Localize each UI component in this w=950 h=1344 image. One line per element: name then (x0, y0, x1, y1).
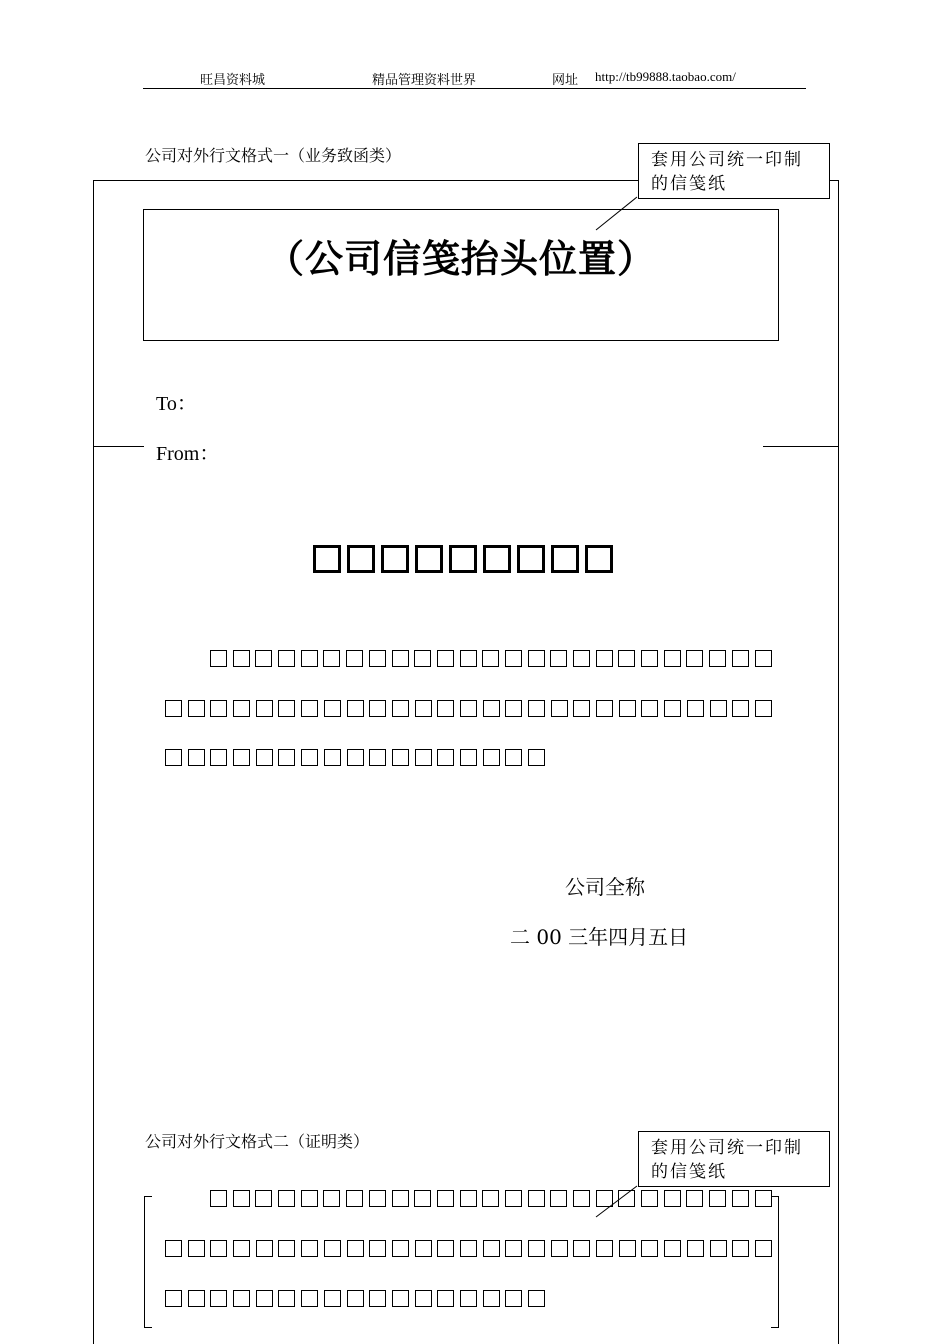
placeholder-glyph-box (301, 1290, 318, 1307)
format1-fold-mark-left (93, 446, 144, 447)
placeholder-glyph-box (210, 1190, 227, 1207)
placeholder-glyph-box (323, 650, 340, 667)
placeholder-glyph-box (278, 1240, 295, 1257)
placeholder-glyph-box (369, 1290, 386, 1307)
format2-callout-line1: 套用公司统一印制 (651, 1138, 803, 1158)
header-url-label: 网址 (552, 73, 579, 88)
placeholder-glyph-box (188, 1290, 205, 1307)
placeholder-glyph-box (449, 545, 477, 573)
placeholder-glyph-box (460, 1240, 477, 1257)
format1-frame-right (838, 180, 839, 1344)
placeholder-glyph-box (483, 1240, 500, 1257)
placeholder-glyph-box (528, 1290, 545, 1307)
format1-callout-line2: 的信笺纸 (651, 174, 727, 194)
header-site-name: 旺昌资料城 (200, 73, 266, 88)
format1-body-line-1 (210, 650, 777, 669)
format2-body-line-2 (165, 1240, 778, 1259)
placeholder-glyph-box (233, 749, 250, 766)
placeholder-glyph-box (505, 1190, 522, 1207)
placeholder-glyph-box (324, 1290, 341, 1307)
placeholder-glyph-box (618, 1190, 635, 1207)
header-url[interactable]: http://tb99888.taobao.com/ (595, 69, 736, 84)
header-tagline: 精品管理资料世界 (372, 73, 477, 88)
placeholder-glyph-box (233, 700, 250, 717)
placeholder-glyph-box (437, 1290, 454, 1307)
format1-frame-left (93, 180, 94, 1344)
letterhead-text: （公司信笺抬头位置） (265, 236, 656, 281)
placeholder-glyph-box (755, 1240, 772, 1257)
placeholder-glyph-box (323, 1190, 340, 1207)
placeholder-glyph-box (233, 650, 250, 667)
placeholder-glyph-box (301, 749, 318, 766)
placeholder-glyph-box (415, 700, 432, 717)
placeholder-glyph-box (709, 650, 726, 667)
placeholder-glyph-box (188, 1240, 205, 1257)
placeholder-glyph-box (528, 1190, 545, 1207)
placeholder-glyph-box (346, 650, 363, 667)
placeholder-glyph-box (596, 1240, 613, 1257)
placeholder-glyph-box (528, 650, 545, 667)
placeholder-glyph-box (392, 1240, 409, 1257)
placeholder-glyph-box (392, 700, 409, 717)
placeholder-glyph-box (392, 749, 409, 766)
placeholder-glyph-box (415, 545, 443, 573)
format1-title: 公司对外行文格式一（业务致函类） (145, 146, 402, 165)
placeholder-glyph-box (210, 700, 227, 717)
placeholder-glyph-box (165, 700, 182, 717)
placeholder-glyph-box (255, 650, 272, 667)
placeholder-glyph-box (551, 700, 568, 717)
placeholder-glyph-box (460, 1290, 477, 1307)
format1-body-line-2 (165, 700, 778, 719)
placeholder-glyph-box (313, 545, 341, 573)
placeholder-glyph-box (165, 749, 182, 766)
document-title-placeholder (313, 545, 619, 573)
placeholder-glyph-box (641, 700, 658, 717)
header-divider (143, 88, 806, 89)
letterhead-placeholder (143, 209, 779, 341)
placeholder-glyph-box (619, 700, 636, 717)
placeholder-glyph-box (347, 545, 375, 573)
placeholder-glyph-box (233, 1190, 250, 1207)
placeholder-glyph-box (188, 700, 205, 717)
placeholder-glyph-box (369, 1190, 386, 1207)
placeholder-glyph-box (210, 749, 227, 766)
format2-title: 公司对外行文格式二（证明类） (145, 1132, 370, 1151)
placeholder-glyph-box (460, 650, 477, 667)
placeholder-glyph-box (664, 650, 681, 667)
placeholder-glyph-box (301, 650, 318, 667)
document-date: 二 00 三年四月五日 (510, 925, 689, 949)
placeholder-glyph-box (551, 1240, 568, 1257)
placeholder-glyph-box (188, 749, 205, 766)
placeholder-glyph-box (381, 545, 409, 573)
placeholder-glyph-box (165, 1290, 182, 1307)
placeholder-glyph-box (460, 749, 477, 766)
placeholder-glyph-box (324, 700, 341, 717)
to-label: To： (156, 393, 197, 415)
placeholder-glyph-box (392, 1290, 409, 1307)
placeholder-glyph-box (573, 700, 590, 717)
format1-fold-mark-right (763, 446, 839, 447)
placeholder-glyph-box (550, 1190, 567, 1207)
placeholder-glyph-box (210, 650, 227, 667)
placeholder-glyph-box (278, 700, 295, 717)
placeholder-glyph-box (347, 1240, 364, 1257)
placeholder-glyph-box (256, 1240, 273, 1257)
placeholder-glyph-box (664, 700, 681, 717)
placeholder-glyph-box (347, 1290, 364, 1307)
placeholder-glyph-box (482, 650, 499, 667)
placeholder-glyph-box (505, 650, 522, 667)
placeholder-glyph-box (437, 1190, 454, 1207)
placeholder-glyph-box (709, 1190, 726, 1207)
format2-body-line-1 (210, 1190, 777, 1209)
format2-callout (638, 1131, 830, 1187)
placeholder-glyph-box (324, 749, 341, 766)
placeholder-glyph-box (732, 1240, 749, 1257)
placeholder-glyph-box (392, 650, 409, 667)
placeholder-glyph-box (550, 650, 567, 667)
placeholder-glyph-box (278, 749, 295, 766)
placeholder-glyph-box (437, 650, 454, 667)
company-full-name: 公司全称 (565, 875, 645, 899)
placeholder-glyph-box (585, 545, 613, 573)
placeholder-glyph-box (256, 1290, 273, 1307)
placeholder-glyph-box (517, 545, 545, 573)
placeholder-glyph-box (505, 1240, 522, 1257)
placeholder-glyph-box (256, 700, 273, 717)
placeholder-glyph-box (483, 545, 511, 573)
placeholder-glyph-box (347, 700, 364, 717)
placeholder-glyph-box (369, 650, 386, 667)
placeholder-glyph-box (347, 749, 364, 766)
placeholder-glyph-box (256, 749, 273, 766)
placeholder-glyph-box (710, 700, 727, 717)
placeholder-glyph-box (437, 749, 454, 766)
format2-bracket-right (771, 1196, 779, 1328)
placeholder-glyph-box (460, 1190, 477, 1207)
placeholder-glyph-box (415, 749, 432, 766)
placeholder-glyph-box (437, 1240, 454, 1257)
placeholder-glyph-box (210, 1290, 227, 1307)
placeholder-glyph-box (483, 700, 500, 717)
format1-callout-line1: 套用公司统一印制 (651, 150, 803, 170)
placeholder-glyph-box (573, 1240, 590, 1257)
placeholder-glyph-box (732, 1190, 749, 1207)
placeholder-glyph-box (505, 1290, 522, 1307)
placeholder-glyph-box (483, 1290, 500, 1307)
placeholder-glyph-box (641, 1190, 658, 1207)
placeholder-glyph-box (210, 1240, 227, 1257)
placeholder-glyph-box (641, 650, 658, 667)
placeholder-glyph-box (687, 700, 704, 717)
format1-body-line-3 (165, 749, 551, 768)
placeholder-glyph-box (278, 1190, 295, 1207)
placeholder-glyph-box (528, 700, 545, 717)
placeholder-glyph-box (732, 650, 749, 667)
placeholder-glyph-box (233, 1290, 250, 1307)
format2-callout-line2: 的信笺纸 (651, 1162, 727, 1182)
placeholder-glyph-box (619, 1240, 636, 1257)
placeholder-glyph-box (641, 1240, 658, 1257)
placeholder-glyph-box (414, 650, 431, 667)
placeholder-glyph-box (573, 1190, 590, 1207)
placeholder-glyph-box (505, 749, 522, 766)
placeholder-glyph-box (732, 700, 749, 717)
placeholder-glyph-box (460, 700, 477, 717)
placeholder-glyph-box (324, 1240, 341, 1257)
placeholder-glyph-box (415, 1290, 432, 1307)
placeholder-glyph-box (528, 749, 545, 766)
placeholder-glyph-box (255, 1190, 272, 1207)
placeholder-glyph-box (505, 700, 522, 717)
placeholder-glyph-box (755, 1190, 772, 1207)
placeholder-glyph-box (755, 650, 772, 667)
placeholder-glyph-box (369, 700, 386, 717)
placeholder-glyph-box (414, 1190, 431, 1207)
placeholder-glyph-box (686, 650, 703, 667)
placeholder-glyph-box (165, 1240, 182, 1257)
placeholder-glyph-box (551, 545, 579, 573)
placeholder-glyph-box (573, 650, 590, 667)
placeholder-glyph-box (415, 1240, 432, 1257)
placeholder-glyph-box (755, 700, 772, 717)
placeholder-glyph-box (687, 1240, 704, 1257)
placeholder-glyph-box (233, 1240, 250, 1257)
placeholder-glyph-box (686, 1190, 703, 1207)
placeholder-glyph-box (710, 1240, 727, 1257)
placeholder-glyph-box (392, 1190, 409, 1207)
placeholder-glyph-box (278, 1290, 295, 1307)
format2-body-line-3 (165, 1290, 551, 1309)
placeholder-glyph-box (301, 1240, 318, 1257)
placeholder-glyph-box (664, 1240, 681, 1257)
from-label: From： (156, 443, 220, 465)
placeholder-glyph-box (664, 1190, 681, 1207)
placeholder-glyph-box (437, 700, 454, 717)
placeholder-glyph-box (278, 650, 295, 667)
placeholder-glyph-box (596, 1190, 613, 1207)
placeholder-glyph-box (596, 650, 613, 667)
placeholder-glyph-box (301, 1190, 318, 1207)
format1-callout (638, 143, 830, 199)
placeholder-glyph-box (369, 1240, 386, 1257)
placeholder-glyph-box (596, 700, 613, 717)
placeholder-glyph-box (618, 650, 635, 667)
placeholder-glyph-box (301, 700, 318, 717)
placeholder-glyph-box (369, 749, 386, 766)
placeholder-glyph-box (346, 1190, 363, 1207)
format2-bracket-left (144, 1196, 152, 1328)
placeholder-glyph-box (482, 1190, 499, 1207)
placeholder-glyph-box (528, 1240, 545, 1257)
placeholder-glyph-box (483, 749, 500, 766)
